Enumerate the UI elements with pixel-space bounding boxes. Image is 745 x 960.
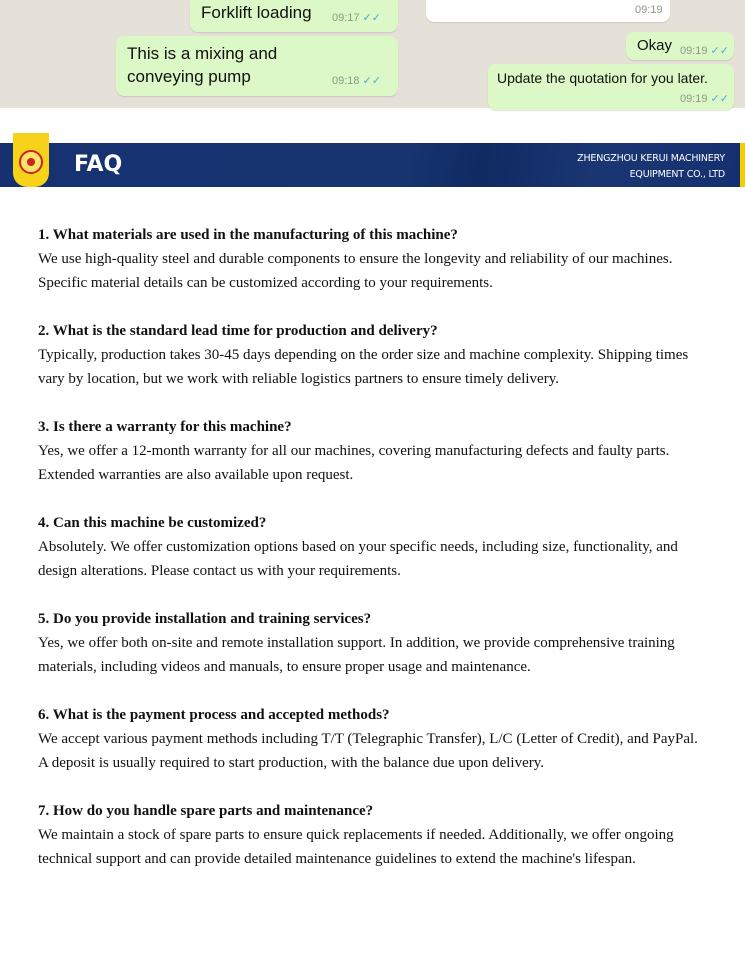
message-time: 09:19 ✓✓ — [680, 45, 729, 57]
read-ticks-icon: ✓✓ — [362, 75, 381, 87]
faq-list — [38, 223, 708, 895]
faq-item — [38, 319, 708, 391]
message-time: 09:19 ✓✓ — [680, 93, 729, 105]
faq-answer: Absolutely. We offer customization options based on your specific needs, including size, functionality, and design alterations. Please contact us with your requirements. — [38, 539, 678, 579]
faq-answer: We accept various payment methods including T/T (Telegraphic Transfer), L/C (Letter of Credit), and PayPal. A deposit is usually required to start production, with the balance due upon delivery. — [38, 731, 698, 771]
faq-item — [38, 415, 708, 487]
faq-question: 2. What is the standard lead time for production and delivery? — [38, 323, 438, 339]
faq-answer: Typically, production takes 30-45 days depending on the order size and machine complexity. Shipping times vary by location, but we work with reliable logistics partners to ensure timely delivery. — [38, 347, 689, 387]
faq-question: 1. What materials are used in the manufacturing of this machine? — [38, 227, 458, 243]
message-text: This is a mixing and conveying pump — [127, 44, 278, 86]
faq-answer: Yes, we offer both on-site and remote installation support. In addition, we provide comprehensive training materials, including videos and manuals, to ensure proper usage and maintenance. — [38, 635, 675, 675]
company-name-line2: EQUIPMENT CO., LTD — [629, 169, 725, 180]
faq-answer: We maintain a stock of spare parts to ensure quick replacements if needed. Additionally, we offer ongoing technical support and can provide detailed maintenance guidelines to extend the machine's lifespan. — [38, 827, 674, 867]
faq-title: FAQ — [74, 152, 123, 177]
message-text: Forklift loading — [201, 3, 312, 22]
message-time: 09:17 ✓✓ — [332, 12, 381, 24]
faq-question: 4. Can this machine be customized? — [38, 515, 267, 531]
faq-item — [38, 607, 708, 679]
chat-screenshot — [0, 0, 745, 108]
read-ticks-icon: ✓✓ — [710, 93, 729, 105]
read-ticks-icon: ✓✓ — [710, 45, 729, 57]
message-time: 09:19 — [635, 4, 663, 16]
message-text: Okay — [637, 37, 673, 54]
faq-question: 5. Do you provide installation and training services? — [38, 611, 372, 627]
message-bubble — [626, 32, 734, 60]
read-ticks-icon: ✓✓ — [362, 12, 381, 24]
company-name — [577, 151, 725, 183]
message-bubble — [190, 0, 398, 32]
faq-item — [38, 511, 708, 583]
faq-question: 3. Is there a warranty for this machine? — [38, 419, 292, 435]
message-time: 09:18 ✓✓ — [332, 75, 381, 87]
faq-question: 6. What is the payment process and accepted methods? — [38, 707, 390, 723]
company-logo-icon — [19, 150, 43, 174]
message-bubble — [116, 36, 398, 96]
company-name-line1: ZHENGZHOU KERUI MACHINERY — [577, 153, 725, 164]
message-bubble — [426, 0, 670, 22]
faq-question: 7. How do you handle spare parts and maintenance? — [38, 803, 374, 819]
faq-answer: Yes, we offer a 12-month warranty for all our machines, covering manufacturing defects and faulty parts. Extended warranties are also available upon request. — [38, 443, 670, 483]
message-bubble — [488, 64, 734, 110]
faq-item — [38, 799, 708, 871]
faq-answer: We use high-quality steel and durable components to ensure the longevity and reliability of our machines. Specific material details can be customized according to your requirements. — [38, 251, 673, 291]
faq-item — [38, 223, 708, 295]
message-text: Update the quotation for you later. — [497, 70, 708, 86]
faq-item — [38, 703, 708, 775]
